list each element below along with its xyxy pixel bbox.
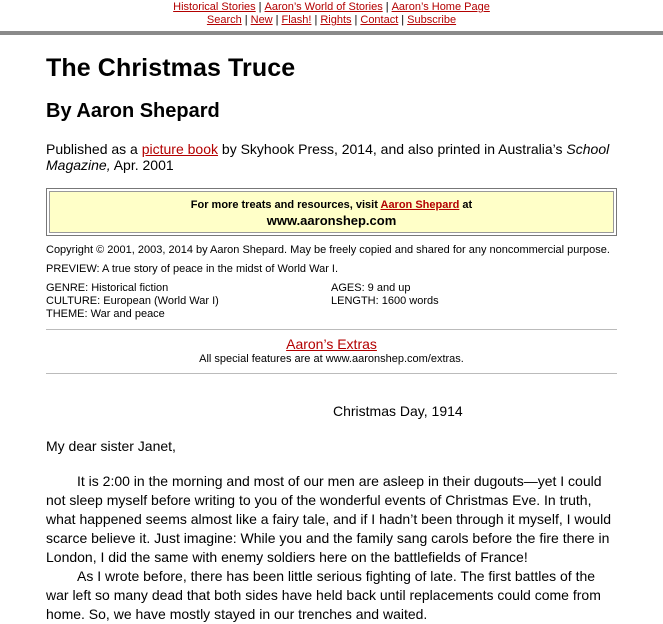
section-divider [46, 373, 617, 374]
aarons-extras-link[interactable]: Aaron’s Extras [286, 336, 377, 352]
page-content [0, 53, 663, 624]
promo-url: www.aaronshep.com [266, 213, 397, 228]
page-title: The Christmas Truce [46, 54, 296, 82]
aaron-shepard-link[interactable]: Aaron Shepard [380, 199, 460, 211]
nav-separator: | [314, 14, 318, 26]
nav-separator: | [385, 1, 389, 13]
story-paragraph: As I wrote before, there has been little serious fighting of late. The first battles of the war left so many dead that both sides have held back until replacements could come from home. So, we have mostly stayed in our trenches and waited. [46, 568, 601, 622]
nav-link-home-page[interactable]: Aaron’s Home Page [391, 1, 490, 13]
magazine-name: School Magazine, [46, 141, 610, 173]
story-preview: PREVIEW: A true story of peace in the midst of World War I. [46, 263, 339, 275]
nav-link-rights[interactable]: Rights [320, 14, 352, 26]
header-divider-bar [0, 31, 663, 35]
nav-link-new[interactable]: New [250, 14, 273, 26]
copyright-notice: Copyright © 2001, 2003, 2014 by Aaron Shepard. May be freely copied and shared for any noncommercial purpose. [46, 244, 610, 256]
promo-text-after: at [459, 199, 473, 211]
nav-separator: | [354, 14, 358, 26]
meta-genre: GENRE: Historical fiction [46, 282, 169, 294]
letter-dateline: Christmas Day, 1914 [333, 403, 463, 419]
section-divider [46, 329, 617, 330]
nav-link-flash[interactable]: Flash! [281, 14, 312, 26]
published-suffix: Apr. 2001 [110, 157, 174, 173]
promo-text-before: For more treats and resources, visit [190, 199, 381, 211]
story-paragraph: It is 2:00 in the morning and most of our men are asleep in their dugouts—yet I could not sleep myself before writing to you of the wonderful events of Christmas Eve. In truth, what happened seems almost like a fairy tale, and if I hadn’t been through it myself, I would scarce believe it. Just imagine: While you and the family sang carols before the fire there in London, I did the same with enemy soldiers here on the battlefields of France! [46, 473, 611, 565]
extras-section [46, 336, 617, 366]
nav-link-subscribe[interactable]: Subscribe [407, 14, 457, 26]
meta-ages: AGES: 9 and up [331, 282, 411, 294]
nav-link-search[interactable]: Search [206, 14, 242, 26]
nav-link-historical-stories[interactable]: Historical Stories [173, 1, 256, 13]
nav-separator: | [258, 1, 262, 13]
meta-length: LENGTH: 1600 words [331, 295, 439, 307]
meta-theme: THEME: War and peace [46, 308, 165, 320]
nav-link-world-of-stories[interactable]: Aaron’s World of Stories [264, 1, 383, 13]
nav-separator: | [244, 14, 248, 26]
nav-separator: | [275, 14, 279, 26]
story-body [46, 402, 617, 624]
nav-separator: | [401, 14, 405, 26]
nav-row-1 [0, 1, 663, 14]
letter-greeting: My dear sister Janet, [46, 438, 176, 454]
story-metadata [46, 282, 617, 321]
publication-note [46, 141, 617, 173]
published-prefix: Published as a [46, 141, 142, 157]
top-navigation [0, 0, 663, 31]
nav-link-contact[interactable]: Contact [360, 14, 399, 26]
picture-book-link[interactable]: picture book [141, 141, 219, 157]
author-byline: By Aaron Shepard [46, 100, 220, 122]
extras-note: All special features are at www.aaronshep.com/extras. [199, 353, 464, 365]
promo-line [47, 199, 616, 212]
meta-culture: CULTURE: European (World War I) [46, 295, 219, 307]
nav-row-2 [0, 14, 663, 27]
published-middle: by Skyhook Press, 2014, and also printed in Australia’s [218, 141, 567, 157]
promo-box [46, 188, 617, 236]
